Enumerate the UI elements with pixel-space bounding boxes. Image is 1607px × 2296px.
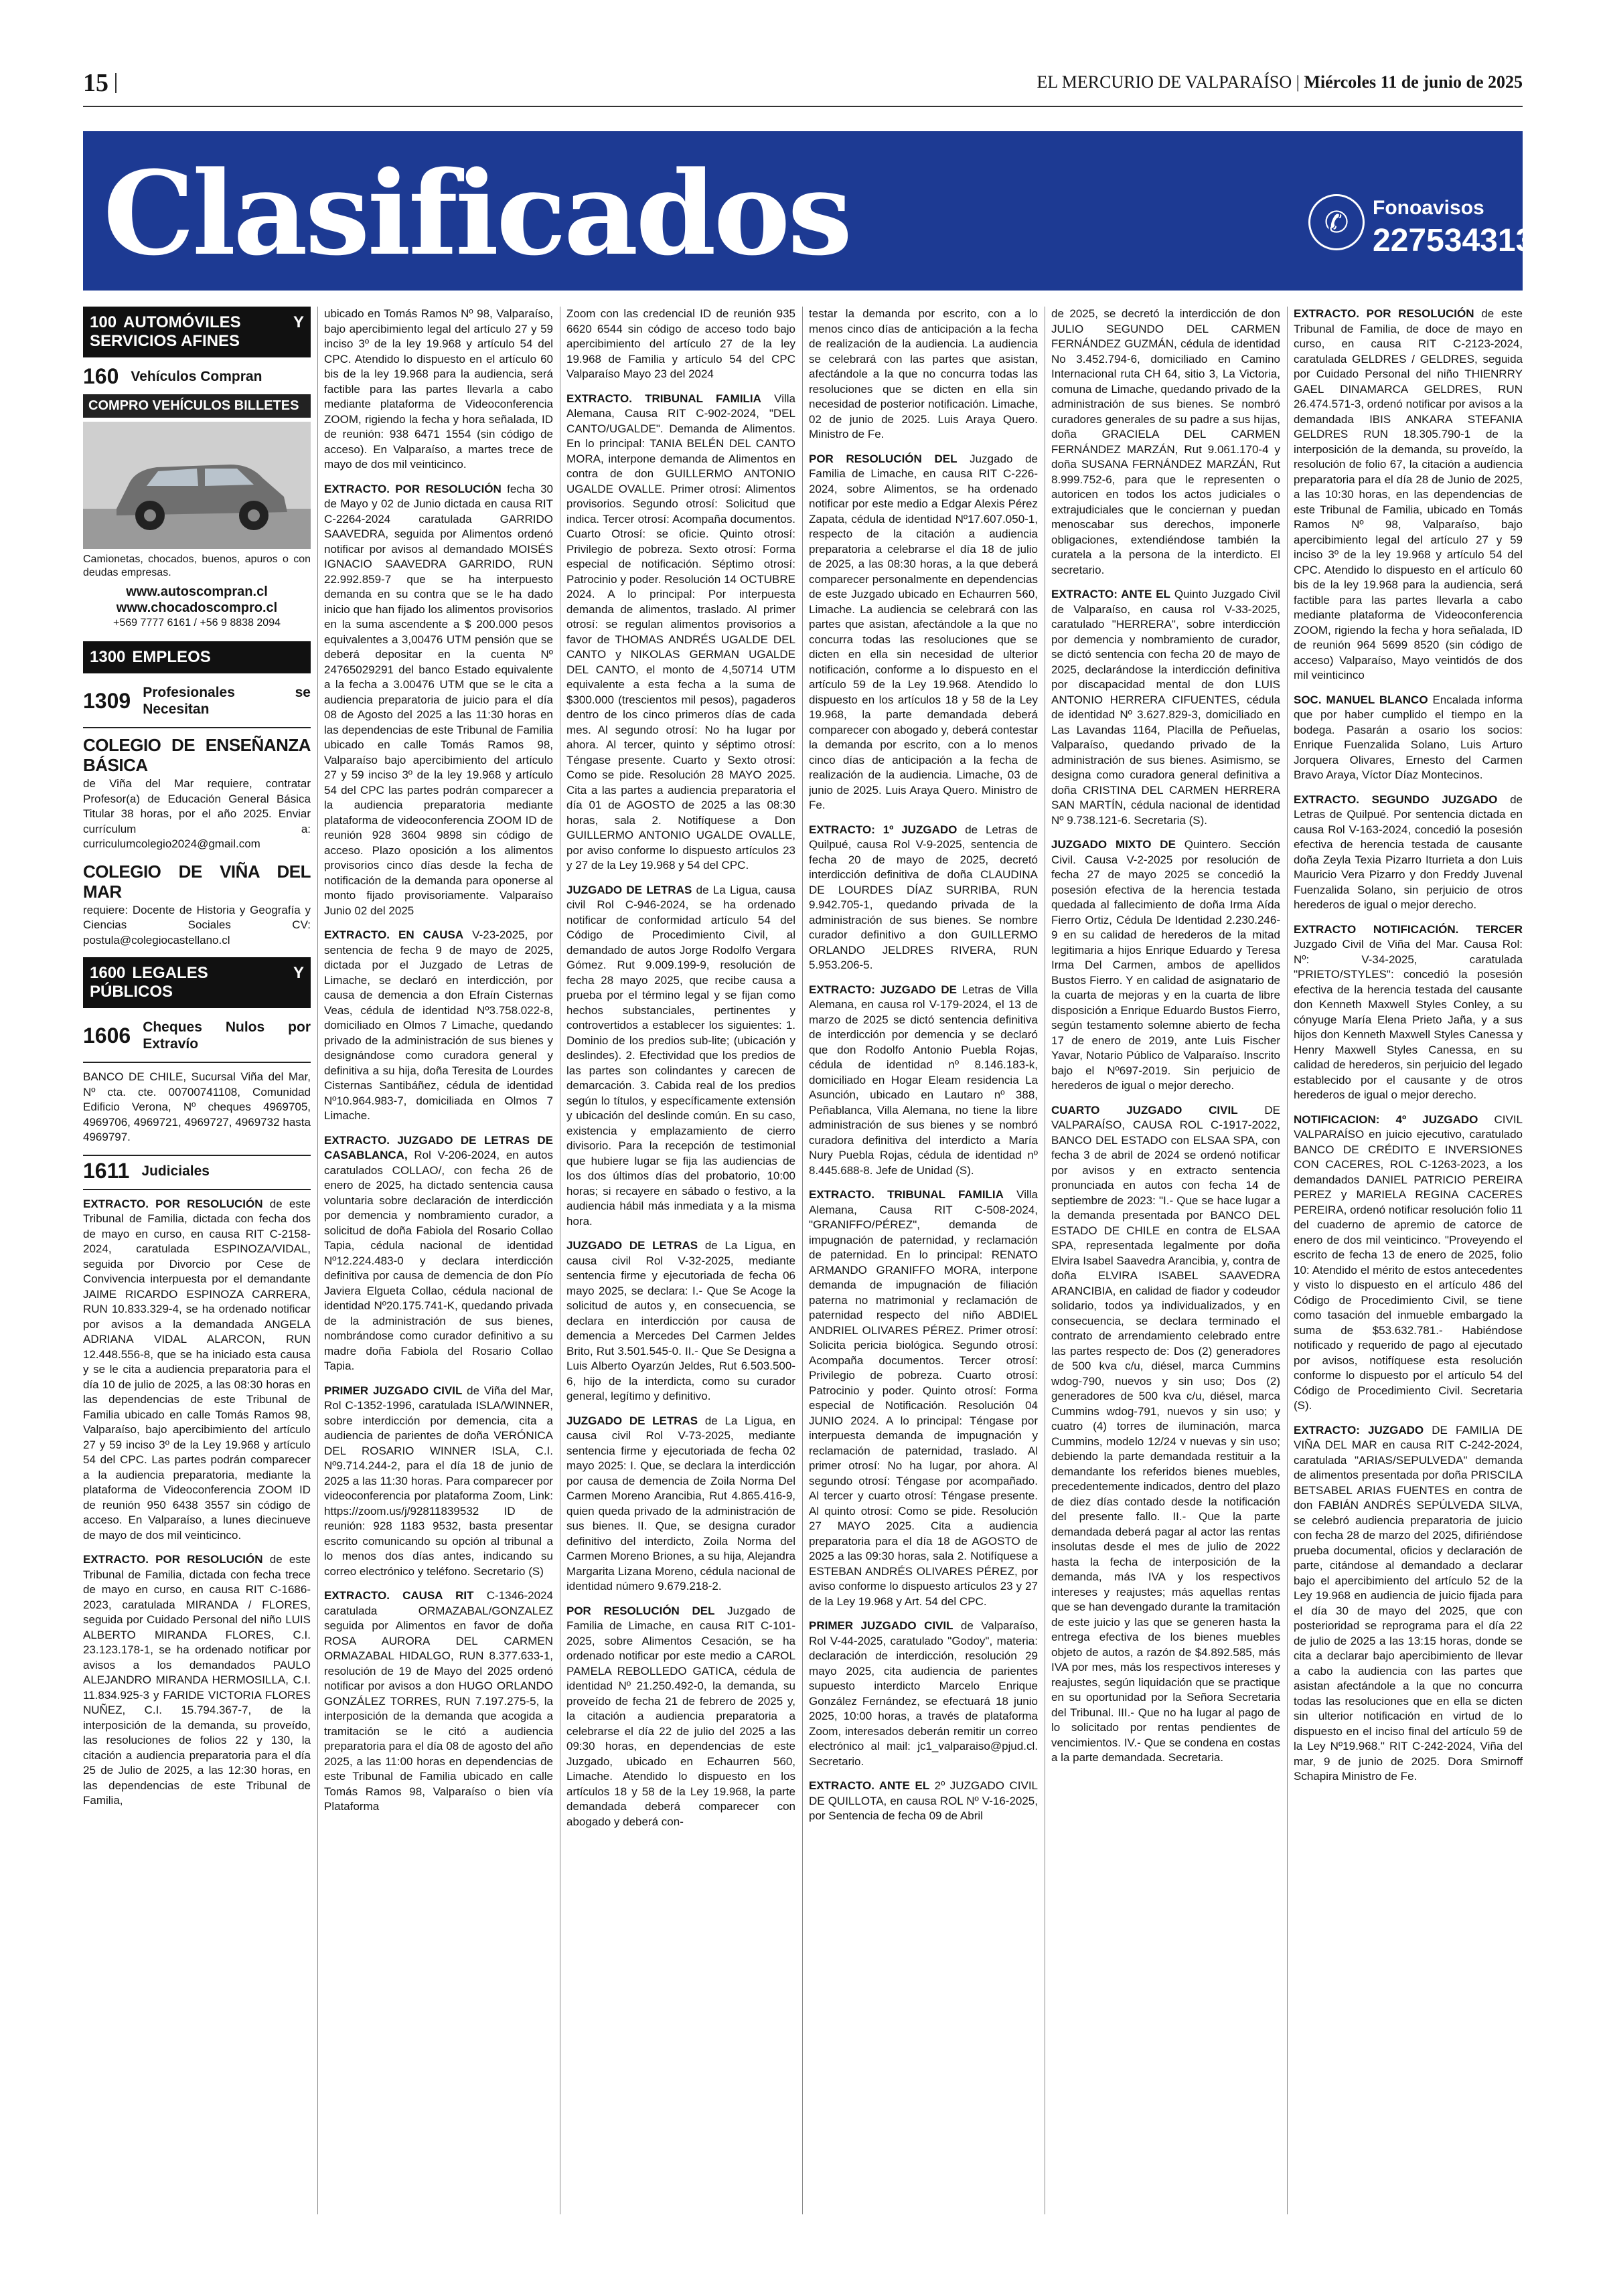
col3-notices xyxy=(566,307,795,1829)
notice-lead: EXTRACTO. JUZGADO DE LETRAS DE CASABLANCA, xyxy=(324,1133,553,1161)
notice-lead: EXTRACTO: 1º JUZGADO xyxy=(809,823,958,836)
publication-date: Miércoles 11 de junio de 2025 xyxy=(1304,72,1523,92)
column-1 xyxy=(83,307,311,2214)
notice-lead: EXTRACTO. POR RESOLUCIÓN xyxy=(83,1197,263,1210)
notice-text: Encalada informa que por haber cumplido el tiempo en la bodega. Pasarán a osario los socios: Enrique Fuenzalida Solano, Luis Arturo Jorquera Olivares, Ernesto del Carmen Bravo Araya, Víctor Díaz Montecinos. xyxy=(1294,693,1523,781)
notice-lead: EXTRACTO: ANTE EL xyxy=(1051,588,1170,600)
notice-lead: EXTRACTO. ANTE EL xyxy=(809,1779,930,1792)
notice-text: de Valparaíso, Rol V-44-2025, caratulado "Godoy", materia: declaración de interdicción, resolución 29 mayo 2025, cita audiencia de parientes supuesto interdicto Marcelo Enrique González Fernández, se efectuará 18 junio 2025, 10:00 horas, a través de plataforma Zoom, interesados deberán remitir un correo electrónico al mail: jc1_valparaiso@pjud.cl. Secretario. xyxy=(809,1619,1038,1768)
subsection-1611: 1611 Judiciales xyxy=(83,1158,210,1183)
notice-text: DE FAMILIA DE VIÑA DEL MAR en causa RIT C-242-2024, caratulada "ARIAS/SEPULVEDA" demanda de alimentos presentada por doña PRISCILA BETSABEL ARIAS FUENTES en contra de don FABIÁN ANDRÉS SEPÚLVEDA SILVA, se celebró audiencia preparatoria de juicio con fecha 28 de marzo del 2025, difiriéndose prueba documental, oficios y declaración de parte, citándose al demandado a declarar bajo el apercibimiento del artículo 52 de la Ley 19.968 en audiencia de juicio fijada para el día 30 de mayo del 2025, que con posterioridad se reprograma para el día 22 de julio de 2025 a las 13:15 horas, donde se cita a declarar bajo apercibimiento de llevar a cabo la audiencia con las partes que asistan afectándole a la que no concurra todas las resoluciones que en ella se dicten sin ulterior notificación en virtud de lo dispuesto en el inciso final del artículo 59 de la Ley Nº19.968." RIT C-242-2024, Viña del mar, 9 de junio de 2025. Dora Smirnoff Schapira Ministro de Fe. xyxy=(1294,1423,1523,1783)
legal-notice xyxy=(324,928,553,1124)
job-ad-1-title: COLEGIO DE ENSEÑANZA BÁSICA xyxy=(83,735,311,775)
section-1300: 1300 EMPLEOS xyxy=(83,641,311,673)
legal-notice xyxy=(566,1604,795,1830)
phone-icon: ✆ xyxy=(1308,194,1365,250)
notice-lead: JUZGADO DE LETRAS xyxy=(566,883,692,896)
notice-lead: EXTRACTO. EN CAUSA xyxy=(324,928,464,941)
notice-text: Quintero. Sección Civil. Causa V-2-2025 por resolución de fecha 27 de mayo 2025 se concedió la posesión efectiva de la herencia testada quedada al fallecimiento de doña Irma Aída Fierro Ortiz, Cédula De Identidad 2.230.246-9 en su calidad de herederos de la mitad legitimaria a hijos Enrique Eduardo y Teresa Irma Del Carmen, ambos de apellidos Bustos Fierro. Y en calidad de asignatario de la cuarta de mejoras y en la cuarta de libre disposición a Enrique Eduardo Bustos Fierro, según testamento solemne abierto de fecha 17 de enero de 2019, ante Luis Fischer Yavar, Notario Público de Valparaíso. Inscrito bajo el Nº697-2019. Sin perjuicio de herederos de igual o mejor derecho. xyxy=(1051,838,1280,1092)
notice-lead: EXTRACTO. POR RESOLUCIÓN xyxy=(1294,307,1474,320)
legal-notice xyxy=(1294,793,1523,913)
legal-notice xyxy=(1294,693,1523,783)
notice-lead: EXTRACTO. POR RESOLUCIÓN xyxy=(83,1553,263,1566)
clasificados-banner xyxy=(83,131,1534,291)
legal-notice xyxy=(1294,1113,1523,1414)
legal-notice xyxy=(324,1384,553,1580)
ad-phones: +569 7777 6161 / +56 9 8838 2094 xyxy=(112,617,281,629)
legal-notice xyxy=(566,1414,795,1594)
notice-text: de Letras de Quilpué, causa Rol V-9-2025, sentencia de fecha 20 de mayo de 2025, decretó interdicción definitiva de doña CLAUDINA DE LOURDES DÍAZ SURRIBA, RUN 9.942.705-1, quedando privada de la administración de sus bienes. Se nombre curador definitivo a don GUILLERMO ORLANDO JELDRES RIVERA, RUN 5.953.206-5. xyxy=(809,823,1038,971)
column-2 xyxy=(324,307,553,2214)
legal-notice xyxy=(324,1588,553,1815)
notice-text: Quinto Juzgado Civil de Valparaíso, en causa rol V-33-2025, caratulado "HERRERA", sobre interdicción por demencia y nombramiento de curador, se dictó sentencia con fecha 20 de mayo de 2025, declarándose la interdicción definitiva por discapacidad mental de don LUIS ANTONIO HERRERA CIFUENTES, cédula de identidad Nº 3.627.829-3, domiciliado en Las Lavandas 1164, Placilla de Peñuelas, Valparaíso, quedando privado de la administración de sus bienes. Asimismo, se designa como curadora general definitiva a doña CRISTINA DEL CARMEN HERRERA SAN MARTÍN, cédula nacional de identidad Nº 9.738.121-6. Secretaria (S). xyxy=(1051,588,1280,827)
notice-lead: PRIMER JUZGADO CIVIL xyxy=(809,1619,953,1632)
legal-notice xyxy=(809,307,1038,442)
notice-lead: EXTRACTO. POR RESOLUCIÓN xyxy=(324,482,502,495)
notice-lead: JUZGADO DE LETRAS xyxy=(566,1414,698,1427)
col6-notices xyxy=(1294,307,1523,1785)
notice-lead: PRIMER JUZGADO CIVIL xyxy=(324,1384,463,1397)
car-illustration xyxy=(83,422,311,549)
notice-text: C-1346-2024 caratulada ORMAZABAL/GONZALEZ seguida por Alimentos en favor de doña ROSA AURORA DEL CARMEN ORMAZABAL HIDALGO, RUN 8.377.633-1, resolución de 19 de Mayo del 2025 ordenó notificar por avisos a don HUGO ORLANDO GONZÁLEZ TORRES, RUN 7.197.275-5, la interposición de la demanda que acogida a tramitación se le citó a audiencia preparatoria para el día 08 de agosto del año 2025, a las 11:00 horas en dependencias de este Tribunal de Familia ubicado en calle Tomás Ramos 98, Valparaíso o bien vía Plataforma xyxy=(324,1589,553,1813)
job-ad-2-title: COLEGIO DE VIÑA DEL MAR xyxy=(83,861,311,902)
job-ad-2-text: requiere: Docente de Historia y Geografía y Ciencias Sociales CV: postula@colegiocastellano.cl xyxy=(83,903,311,947)
subsection-1309: 1309 Profesionales se Necesitan xyxy=(83,685,311,717)
notice-text: fecha 30 de Mayo y 02 de Junio dictada en causa RIT C-2264-2024 caratulada GARRIDO SAAVEDRA, seguida por Alimentos ordenó notificar por avisos al demandado MOISÉS IGNACIO SAAVEDRA GARRIDO, RUN 22.992.859-7 que se ha interpuesto demanda en su contra que se le ha dado inicio que han fijado los alimentos provisorios en la suma ascendente a $ 200.000 pesos equivalentes a 3,00476 UTM pensión que se deberá depositar en la cuenta Nº 24765029291 del banco Estado equivalente a la fecha a 3.00476 UTM que se le cita a audiencia preparatoria de juicio para el día 08 de Agosto del 2025 a las 11:30 horas en las dependencias de este Tribunal de Familia ubicado en calle Tomás Ramos 98, Valparaíso bajo apercibimiento del artículo 27 y 59 inciso 3º de la ley 19.968 y artículo 54 del CPC las partes podrán comparecer a la audiencia preparatoria mediante plataforma de videoconferencia ZOOM ID de reunión 928 3604 9898 sin código de acceso. Plazo oposición a los alimentos provisorios cinco días desde la fecha de notificación de la demanda para oponerse al monto fijado provisoriamente. Valparaíso Junio 02 del 2025 xyxy=(324,482,553,917)
col5-notices xyxy=(1051,307,1280,1766)
notice-text: Juzgado Civil de Viña del Mar. Causa Rol: Nº: V-34-2025, caratulada "PRIETO/STYLES": concedió la posesión efectiva de la herencia testada del causante don Kenneth Maxwell Styles Conley, a su cónyuge María Elena Prieto Jaña, y a sus hijos don Kenneth Maxwell Styles Canessa y Henry Maxwell Styles Canessa, en su calidad de herederos, sin perjuicio del legado establecido por el causante y de otros herederos de igual o mejor derecho. xyxy=(1294,938,1523,1101)
notice-lead: EXTRACTO. CAUSA RIT xyxy=(324,1589,474,1602)
fonoavisos-label: Fonoavisos xyxy=(1373,197,1484,219)
notice-lead: CUARTO JUZGADO CIVIL xyxy=(1051,1103,1238,1117)
legal-notice xyxy=(809,823,1038,973)
legal-notice xyxy=(809,1779,1038,1824)
notice-text: Villa Alemana, Causa RIT C-508-2024, "GRANIFFO/PÉREZ", demanda de impugnación de paternidad, y reclamación de paternidad. En lo principal: RENATO ARMANDO GRANIFFO MORA, interpone demanda de impugnación de filiación paterna no matrimonial y reclamación de paternidad respecto del niño ABDIEL ANDRIEL OLIVARES PÉREZ. Primer otrosí: Solicita pericia biológica. Segundo otrosí: Acompaña documentos. Tercer otrosí: Privilegio de pobreza. Cuarto otrosí: Patrocinio y poder. Quinto otrosí: Forma especial de Notificación. Resolución 04 JUNIO 2024. A lo principal: Téngase por interpuesta demanda de impugnación y reclamación de paternidad, traslado. Al primer otrosí: No ha lugar, por ahora. Al segundo otrosí: Téngase por acompañado. Al tercer y cuarto otrosí: Téngase presente. Al quinto otrosí: Como se pide. Resolución 27 MAYO 2025. Cita a audiencia preparatoria para el día 18 de AGOSTO de 2025 a las 09:30 horas, sala 2. Notifíquese a ESTEBAN ANDRÉS OLIVARES PÉREZ, por aviso conforme lo dispuesto artículos 23 y 27 de la Ley 19.968 y Art. 54 del CPC. xyxy=(809,1188,1038,1608)
legal-notice xyxy=(1051,307,1280,578)
legal-notice xyxy=(1051,837,1280,1094)
ad-url-2[interactable]: www.chocadoscompro.cl xyxy=(116,600,278,615)
page-number: 15 xyxy=(83,68,117,98)
notice-text: de La Ligua, en causa civil Rol V-32-2025, mediante sentencia firme y ejecutoriada de fecha 06 mayo 2025, se declara: I.- Que Se Acoge la solicitud de autos y, en consecuencia, se declara en interdicción por causa de demencia a Mercedes Del Carmen Jeldes Brito, Rut 3.501.545-0. II.- Que Se Designa a Luis Alberto Oyarzún Jeldes, Rut 6.503.500-6, hijo de la interdicta, como su curador general, legítimo y definitivo. xyxy=(566,1239,795,1402)
notice-lead: EXTRACTO. TRIBUNAL FAMILIA xyxy=(809,1188,1004,1201)
legal-notice xyxy=(809,983,1038,1179)
notice-lead: EXTRACTO: JUZGADO xyxy=(1294,1423,1424,1437)
legal-notice xyxy=(1294,307,1523,683)
legal-notice xyxy=(324,1133,553,1374)
column-5 xyxy=(1051,307,1280,2214)
column-6 xyxy=(1294,307,1523,2214)
subsection-160: 160 Vehículos Compran xyxy=(83,364,262,389)
notice-text: de La Ligua, en causa civil Rol V-73-2025, mediante sentencia firme y ejecutoriada de fecha 02 mayo 2025: I. Que, se declara la interdicción por causa de demencia de Zoila Norma Del Carmen Moreno Arancibia, Rut 4.865.416-9, quien queda privado de la administración de sus bienes. II. Que, se designa curador definitivo del interdicto, Zoila Norma del Carmen Moreno Briones, a su hija, Alejandra Margarita Lizana Moreno, cédula nacional de identidad número 9.679.218-2. xyxy=(566,1414,795,1592)
notice-lead: POR RESOLUCIÓN DEL xyxy=(566,1604,715,1617)
notice-text: de 2025, se decretó la interdicción de don JULIO SEGUNDO DEL CARMEN FERNÁNDEZ GUZMÁN, cédula de identidad No 3.452.794-6, domiciliado en Camino Internacional ruta CH 64, sitio 3, La Victoria, comuna de Limache, quedando privado de la administración de sus bienes. Se nombró curadores generales de su padre a sus hijas, doña GRACIELA DEL CARMEN FERNÁNDEZ MARZÁN, Rut 9.061.170-4 y doña SUSANA FERNÁNDEZ MARZÁN, Rut 8.999.752-6, para que le representen o autoricen en todos los actos judiciales o extrajudiciales que le conciernan y puedan menoscabar sus derechos, imponerle obligaciones, extendiéndose también la curatela a la persona de la interdicto. El secretario. xyxy=(1051,307,1280,576)
notice-text: CIVIL VALPARAÍSO en juicio ejecutivo, caratulado BANCO DE CRÉDITO E INVERSIONES CON CACERES, ROL C-1263-2023, a los demandados DANIEL PATRICIO PEREIRA PEREZ y MARIELA REGINA CACERES PEREIRA, ordenó notificar resolución folio 11 del cuaderno de apremio de catorce de enero de dos mil veinticinco. "Proveyendo el escrito de fecha 13 de enero de 2025, folio 10: Atendido el mérito de estos antecedentes y visto lo dispuesto en el artículo 486 del Código de Procedimiento Civil, se tiene como tasación del inmueble embargado la suma de $53.632.781.- Habiéndose notificado y requerido de pago al ejecutado por avisos, notifíquese esta resolución conforme lo dispuesto por el artículo 54 del Código de Procedimiento Civil. Secretaria (S). xyxy=(1294,1113,1523,1412)
notice-lead: EXTRACTO. TRIBUNAL FAMILIA xyxy=(566,392,761,405)
cheque-notice: BANCO DE CHILE, Sucursal Viña del Mar, Nº cta. cte. 00700741108, Comunidad Edificio Verona, Nº cheques 4969705, 4969706, 4969721, 4969727, 4969732 hasta 4969797. xyxy=(83,1070,311,1143)
notice-lead: EXTRACTO. SEGUNDO JUZGADO xyxy=(1294,793,1498,806)
col4-notices xyxy=(809,307,1038,1824)
fonoavisos-number: 227534313 xyxy=(1373,223,1534,258)
banner-title: Clasificados xyxy=(103,145,850,281)
notice-text: Juzgado de Familia de Limache, en causa RIT C-101-2025, sobre Alimentos Cesación, se ha ordenado notificar por este medio a CAROL PAMELA REBOLLEDO GATICA, cédula de identidad Nº 21.250.492-0, la demanda, su proveído de fecha 21 de febrero de 2025 y, la citación a audiencia preparatoria a celebrarse el día 22 de julio del 2025 a las 09:30 horas, en dependencias de este Juzgado, ubicado en Echaurren 560, Limache. Atendido lo dispuesto en los artículos 18 y 58 de la Ley 19.968, la parte demandada deberá comparecer con abogado y deberá con- xyxy=(566,1604,795,1828)
legal-notice xyxy=(566,883,795,1230)
notice-text: V-23-2025, por sentencia de fecha 9 de mayo de 2025, dictada por el Juzgado de Letras de Limache, se declaró en interdicción, por causa de demencia a don Efraín Cisternas Veas, cédula de identidad Nº3.758.022-8, domiciliado en Olmos 7 Limache, quedando privado de la administración de sus bienes y designándose como curadora general y definitiva a su hija, doña Teresita de Lourdes Cisternas Santibáñez, cédula de identidad Nº10.964.983-7, domiciliada en Olmos 7 Limache. xyxy=(324,928,553,1122)
notice-text: testar la demanda por escrito, con a lo menos cinco días de anticipación a la fecha de realización de la audiencia. La audiencia se celebrará con las partes que asistan, afectándole a la que no concurra todas las resoluciones que se dicten en ella sin necesidad de posterior notificación. Limache, 02 de junio de 2025. Luis Araya Quero. Ministro de Fe. xyxy=(809,307,1038,440)
notice-text: ubicado en Tomás Ramos Nº 98, Valparaíso, bajo apercibimiento legal del artículo 27 y 59 inciso 3º de la ley 19.968 y artículo 54 del CPC. Atendido lo dispuesto en el artículo 60 bis de la ley 19.968 para la audiencia, será factible para las partes llevarla a cabo mediante plataforma de Videoconferencia ZOOM, rigiendo la fecha y hora señalada, ID de reunión: 938 6471 1554 (sin código de acceso). En Valparaíso, a martes trece de mayo de dos mil veinticinco. xyxy=(324,307,553,471)
col1-notices xyxy=(83,1197,311,1809)
notice-text: Juzgado de Familia de Limache, en causa RIT C-226-2024, sobre Alimentos, se ha ordenado notificar por este medio a Edgar Alexis Pérez Zapata, cédula de identidad Nº17.607.050-1, respecto de la citación a audiencia preparatoria a celebrarse el día 18 de julio de 2025, a las 08:30 horas, a la que deberá comparecer personalmente en dependencias de este Juzgado ubicado en Echaurren 560, Limache. La audiencia se celebrará con las partes que asistan, afectándole a la que no concurra todas las resoluciones que se dicten en ella sin necesidad de ulterior notificación, conforme a lo dispuesto en el artículo 59 de la Ley 19.968. Atendido lo dispuesto en los artículos 18 y 58 de la Ley 19.968, la parte demandada deberá comparecer con abogado y, deberá contestar la demanda por escrito, con a lo menos cinco días de anticipación a la fecha de realización de la audiencia. Limache, 03 de junio de 2025. Luis Araya Quero. Ministro de Fe. xyxy=(809,452,1038,811)
notice-lead: POR RESOLUCIÓN DEL xyxy=(809,452,958,465)
legal-notice xyxy=(809,1619,1038,1769)
notice-text: de La Ligua, causa civil Rol C-946-2024, se ha ordenado notificar de conformidad artículo 54 del Código de Procedimiento Civil, al demandado de autos Jorge Rodolfo Vergara Gómez. Rut 9.009.199-9, resolución de fecha 28 mayo 2025, que recibe causa a prueba por el término legal y se fijan como hechos substanciales, pertinentes y controvertidos a establecer los siguientes: 1. Dominio de los predios sub-lite; (ubicación y deslindes). 2. Efectividad que los predios de las partes son colindantes y carecen de demarcación. 3. Cabida real de los predios según lo títulos, y específicamente extensión y ubicación del deslinde común. En su caso, existencia y emplazamiento de cierro divisorio. Para la recepción de testimonial que hubiere lugar se fija las audiencias de los dos últimos días del probatorio, 10:00 horas; si recayere en sábado o festivo, a la audiencia hábil más inmediata y a la misma hora. xyxy=(566,883,795,1228)
legal-notice xyxy=(83,1197,311,1544)
notice-text: Villa Alemana, Causa RIT C-902-2024, "DEL CANTO/UGALDE". Demanda de Alimentos. En lo principal: TANIA BELÉN DEL CANTO MORA, interpone demanda de Alimentos en contra de don GUILLERMO ANTONIO UGALDE OVALLE. Primer otrosí: Alimentos provisorios. Segundo otrosí: Solicitud que indica. Tercer otrosí: Acompaña documentos. Cuarto Otrosí: se oficie. Quinto otrosí: Privilegio de pobreza. Sexto otrosí: Forma especial de notificación. Séptimo otrosí: Patrocinio y poder. Resolución 14 OCTUBRE 2024. A lo principal: Por interpuesta demanda de alimentos, traslado. Al primer otrosí: se regulan alimentos provisorios a favor de THOMAS ANDRÉS UGALDE DEL CANTO y NIKOLAS GERMAN UGALDE DEL CANTO, el monto de 4,50714 UTM equivalente a esta fecha a la suma de $300.000 (trescientos mil pesos), pagaderos dentro de los cinco primeros días de cada mes. Al segundo otrosí: No ha lugar por ahora. Al tercer, quinto y séptimo otrosí: Téngase presente. Cuarto y Sexto otrosí: Como se pide. Resolución 28 MAYO 2025. Cita a las partes a audiencia preparatoria el día 01 de AGOSTO de 2025 a las 08:30 horas, sala 2. Notifíquese a Don GUILLERMO ANTONIO UGALDE OVALLE, por aviso conforme lo dispuesto artículos 23 y 27 de la Ley 19.968 y 54 del CPC. xyxy=(566,392,795,872)
notice-text: Letras de Villa Alemana, en causa rol V-179-2024, el 13 de marzo de 2025 se dictó sentencia definitiva de interdicción por demencia y se declaró que don Rodolfo Antonio Puebla Rojas, cédula de identidad nº 8.146.183-k, domiciliado en Hogar Eleam residencia La Asunción, ubicado en Lautaro nº 388, Peñablanca, Villa Alemana, no tiene la libre administración de sus bienes y se nombró curadora definitiva del interdicto a María Nury Puebla Rojas, cédula de identidad nº 8.445.688-8. Jefe de Unidad (S). xyxy=(809,983,1038,1177)
ad-url-1[interactable]: www.autoscompran.cl xyxy=(126,584,268,599)
col2-notices xyxy=(324,307,553,1815)
car-photo xyxy=(83,422,311,549)
legal-notice xyxy=(324,307,553,473)
notice-lead: NOTIFICACION: 4º JUZGADO xyxy=(1294,1113,1478,1126)
notice-text: DE VALPARAÍSO, CAUSA ROL C-1917-2022, BANCO DEL ESTADO con ELSAA SPA, con fecha 3 de abril de 2024 se ordenó notificar por avisos y en extracto sentencia pronunciada en autos con fecha 14 de septiembre de 2023: "I.- Que se hace lugar a la demanda presentada por BANCO DEL ESTADO DE CHILE en contra de ELSAA SPA, representada legalmente por doña Elvira Isabel Saavedra Arancibia, y, contra de doña ELVIRA ISABEL SAAVEDRA ARANCIBIA, en calidad de fiador y codeudor solidario, todos ya individualizados, y en consecuencia, se declara terminado el contrato de arrendamiento celebrado entre las partes respecto de: Dos (2) generadores de 500 kva c/u, diésel, marca Cummins wdog-790, nuevos y sin uso; Dos (2) generadores de 500 kva c/u, diésel, marca Cummins wdog-791, nuevos y sin uso; y cuatro (4) torres de iluminación, marca Cummins, modelo 12/24 v nuevas y sin uso; debiendo la parte demandada restituir a la demandante los referidos bienes muebles, precedentemente indicados, dentro del plazo de diez días contado desde la notificación del presente fallo. II.- Que la parte demandada deberá pagar al actor las rentas insolutas desde el mes de julio de 2022 hasta la fecha de interposición de la demanda, más IVA y los respectivos intereses y reajustes; más aquellas rentas que se han devengado durante la tramitación de este juicio y las que se generen hasta la entrega efectiva de los bienes muebles objeto de autos, a razón de $4.892.585, más IVA por mes, más los respectivos intereses y reajustes, según liquidación que se practique en su oportunidad por la Señora Secretaria del Tribunal. III.- Que no ha lugar al pago de lo solicitado por rentas pendientes de vencimientos. IV.- Que se condena en costas a la parte demandada. Secretaria. xyxy=(1051,1103,1280,1764)
legal-notice xyxy=(566,392,795,874)
legal-notice xyxy=(324,482,553,919)
column-3 xyxy=(566,307,795,2214)
notice-text: de este Tribunal de Familia, dictada con fecha trece de mayo en curso, en causa RIT C-1686-2023, caratulada MIRANDA / FLORES, seguida por Cuidado Personal del niño LUIS ALBERTO MIRANDA FLORES, C.I. 23.123.178-1, se ha ordenado notificar por avisos a los demandados PAULO ALEJANDRO MIRANDA HERMOSILLA, C.I. 11.834.925-3 y FARIDE VICTORIA FLORES NUÑEZ, C.I. 15.794.367-7, de la interposición de la demanda, su proveído, las resoluciones de folios 22 y 130, la citación a audiencia preparatoria para el día 25 de Julio de 2025, a las 12:30 horas, en las dependencias de este Tribunal de Familia, xyxy=(83,1553,311,1807)
notice-text: Rol V-206-2024, en autos caratulados COLLAO/, con fecha 26 de enero de 2025, ha dictado sentencia causa voluntaria sobre declaración de interdicción por demencia y nombramiento curador, a solicitud de doña Fabiola del Rosario Collao Tapia, cédula nacional de identidad Nº12.224.483-0 y declara interdicción definitiva por causa de demencia de don Pío Javiera Elgueta Collao, cédula nacional de identidad Nº20.175.741-K, quedando privada de la administración de sus bienes, nombrándose como curador definitivo a su madre doña Fabiola del Rosario Collao Tapia. xyxy=(324,1149,553,1372)
legal-notice xyxy=(566,307,795,382)
legal-notice xyxy=(1051,1103,1280,1766)
legal-notice xyxy=(566,1238,795,1404)
job-ad-1-text: de Viña del Mar requiere, contratar Profesor(a) de Educación General Básica Titular 38 horas, por el año 2025. Enviar currículum a: curriculumcolegio2024@gmail.com xyxy=(83,777,311,850)
legal-notice xyxy=(83,1552,311,1809)
legal-notice xyxy=(1294,922,1523,1103)
column-4 xyxy=(809,307,1038,2214)
section-100: 100 AUTOMÓVILES Y SERVICIOS AFINES xyxy=(83,307,311,357)
notice-text: Zoom con las credencial ID de reunión 935 6620 6544 sin código de acceso todo bajo apercibimiento del artículo 27 de la ley 19.968 de Familia y artículo 54 del CPC Valparaíso Mayo 23 del 2024 xyxy=(566,307,795,380)
legal-notice xyxy=(1051,587,1280,828)
notice-lead: EXTRACTO NOTIFICACIÓN. TERCER xyxy=(1294,922,1523,936)
section-1600: 1600 LEGALES Y PÚBLICOS xyxy=(83,957,311,1008)
legal-notice xyxy=(1294,1423,1523,1785)
notice-lead: JUZGADO MIXTO DE xyxy=(1051,838,1176,851)
ad-title: COMPRO VEHÍCULOS BILLETES xyxy=(83,394,311,418)
notice-text: 2º JUZGADO CIVIL DE QUILLOTA, en causa ROL Nº V-16-2025, por Sentencia de fecha 09 de Abril xyxy=(809,1779,1038,1822)
legal-notice xyxy=(809,1187,1038,1609)
publication-name: EL MERCURIO DE VALPARAÍSO xyxy=(1037,72,1292,92)
notice-text: de este Tribunal de Familia, dictada con fecha dos de mayo en curso, en causa RIT C-2158-2024, caratulada ESPINOZA/VIDAL, seguida por Divorcio por Cese de Convivencia interpuesta por el demandante JAIME RICARDO ESPINOZA CARRERA, RUN 10.833.329-4, se ha ordenado notificar por avisos a la demandada ANGELA ADRIANA VIDAL ALARCON, RUN 12.448.556-8, que se ha iniciado esta causa y se le cita a audiencia preparatoria para el día 10 de julio de 2025, a las 08:30 horas en las dependencias de este Tribunal de Familia ubicado en calle Tomás Ramos 98, Valparaíso, bajo apercibimiento del artículo 27 y 59 inciso 3º de la Ley 19.968 y artículo 54 del CPC. Las partes podrán comparecer a la audiencia preparatoria, mediante la plataforma de Videoconferencia ZOOM ID de reunión 950 6438 3557 sin código de acceso. En Valparaíso, a lunes diecinueve de mayo de dos mil veinticinco. xyxy=(83,1197,311,1542)
notice-text: de este Tribunal de Familia, de doce de mayo en curso, en causa RIT C-2123-2024, caratulada GELDRES / GELDRES, seguida por Cuidado Personal del niño THIENRRY GAEL DINAMARCA GELDRES, RUN 26.474.571-3, ordenó notificar por avisos a la demandada IBIS ANKARA STEFANIA GELDRES RUN 18.305.790-1 de la interposición de la demanda, su proveído, la resolución de folio 67, la citación a audiencia preparatoria para el día 28 de Junio de 2025, a las 10:30 horas, en las dependencias de este Tribunal de Familia, ubicado en Tomás Ramos Nº 98, Valparaíso, bajo apercibimiento legal del artículo 27 y 59 inciso 3º de la ley 19.968 y artículo 54 del CPC. Atendido lo dispuesto en el artículo 60 bis de la ley 19.968 para la audiencia, será factible para las partes llevarla a cabo mediante plataforma de Videoconferencia ZOOM, rigiendo la fecha y hora señalada, ID de reunión 964 5699 8520 (sin código de acceso) Valparaíso, Mayo veintidós de dos mil veinticinco xyxy=(1294,307,1523,681)
notice-lead: JUZGADO DE LETRAS xyxy=(566,1239,698,1252)
notice-text: de Letras de Quilpué. Por sentencia dictada en causa Rol V-163-2024, concedió la posesión efectiva de herencia testada de causante doña Zeyla Texia Pizarro Iturrieta a don Luis Mauricio Vera Pizarro y don Freddy Juvenal Fuenzalida Solano, sin perjuicio de otros herederos de igual o mejor derecho. xyxy=(1294,793,1523,911)
publication-line: EL MERCURIO DE VALPARAÍSO | Miércoles 11 de junio de 2025 xyxy=(1037,72,1523,92)
ad-text: Camionetas, chocados, buenos, apuros o con deudas empresas. xyxy=(83,553,311,578)
page-header xyxy=(83,66,1523,107)
notice-lead: SOC. MANUEL BLANCO xyxy=(1294,693,1428,706)
subsection-1606: 1606 Cheques Nulos por Extravío xyxy=(83,1019,311,1052)
legal-notice xyxy=(809,452,1038,813)
notice-text: de Viña del Mar, Rol C-1352-1996, caratulada ISLA/WINNER, sobre interdicción por demencia, cita a audiencia de parientes de doña VERÓNICA DEL ROSARIO WINNER ISLA, C.I. Nº9.714.244-2, para el día 18 de junio de 2025 a las 11:30 horas. Para comparecer por videoconferencia por plataforma Zoom, Link: https://zoom.us/j/92811839532 ID de reunión: 928 1183 9532, basta presentar escrito comunicando su opción al tribunal a lo menos dos días antes, indicando su correo electrónico y teléfono. Secretario (S) xyxy=(324,1384,553,1578)
ad-compro-vehiculos xyxy=(83,394,311,631)
notice-lead: EXTRACTO: JUZGADO DE xyxy=(809,983,957,996)
